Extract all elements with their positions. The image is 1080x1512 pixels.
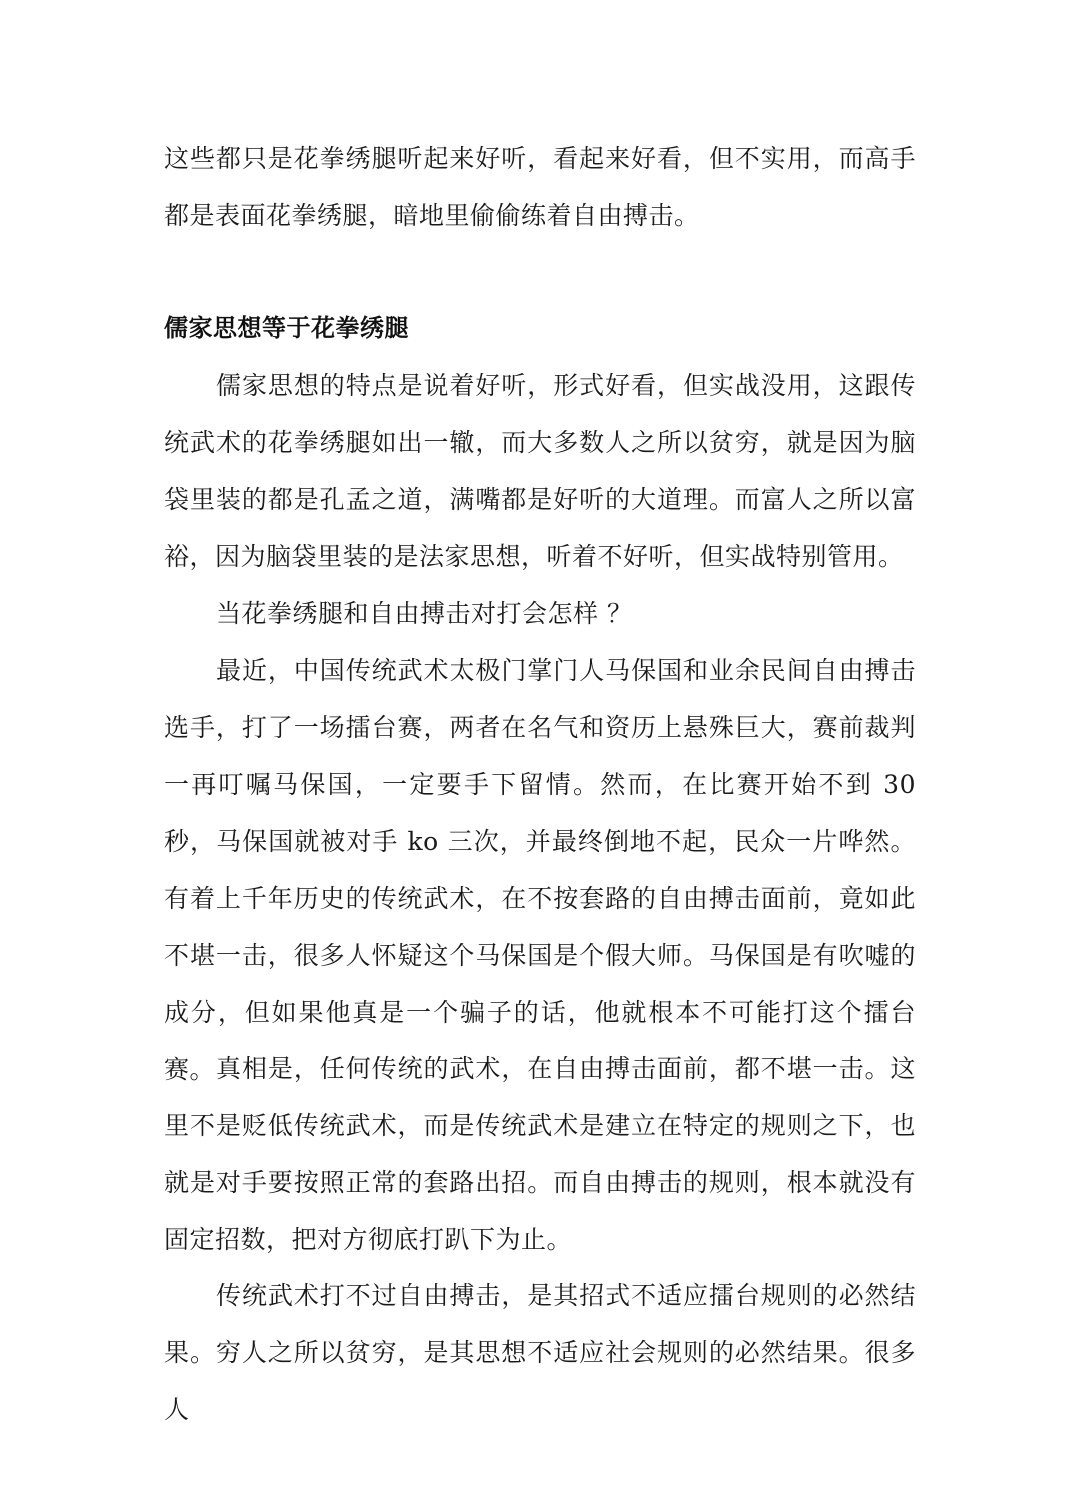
- paragraph-question: 当花拳绣腿和自由搏击对打会怎样 ？: [216, 599, 633, 628]
- paragraph-truth: 真相是，任何传统的武术，在自由搏击面前，都不堪一击。这里不是贬低传统武术，而是传统武术是建立在特定的规则之下，也就是对手要按照正常的套路出招。而自由搏击的规则，根本就没有固定招数，把对方彻底打趴下为止。: [164, 1054, 916, 1254]
- paragraph-confucianism: 儒家思想的特点是说着好听，形式好看，但实战没用，这跟传统武术的花拳绣腿如出一辙，而大多数人之所以贫穷，就是因为脑袋里装的都是孔孟之道，满嘴都是好听的大道理。而富人之所以富裕，因为脑袋里装的是法家思想，听着不好听，但实战特别管用。: [164, 371, 916, 571]
- intro-paragraph: 这些都只是花拳绣腿听起来好听，看起来好看，但不实用，而高手都是表面花拳绣腿，暗地里偷偷练着自由搏击。: [164, 144, 916, 230]
- paragraph-conclusion: 传统武术打不过自由搏击，是其招式不适应擂台规则的必然结果。穷人之所以贫穷，是其思想不适应社会规则的必然结果。很多人: [164, 1281, 916, 1424]
- section-heading: 儒家思想等于花拳绣腿: [164, 314, 409, 342]
- paragraph-match-story: 最近，中国传统武术太极门掌门人马保国和业余民间自由搏击选手，打了一场擂台赛，两者在名气和资历上悬殊巨大，赛前裁判一再叮嘱马保国，一定要手下留情。然而，在比赛开始不到 30 秒，马保国就被对手 ko 三次，并最终倒地不起，民众一片哗然。有着上千年历史的传统武术，在不按套路的自由搏击面前，竟如此不堪一击，很多人怀疑这个马保国是个假大师。马保国是有吹嘘的成分，但如果他真是一个骗子的话，他就根本不可能打这个擂台赛。: [164, 656, 916, 1084]
